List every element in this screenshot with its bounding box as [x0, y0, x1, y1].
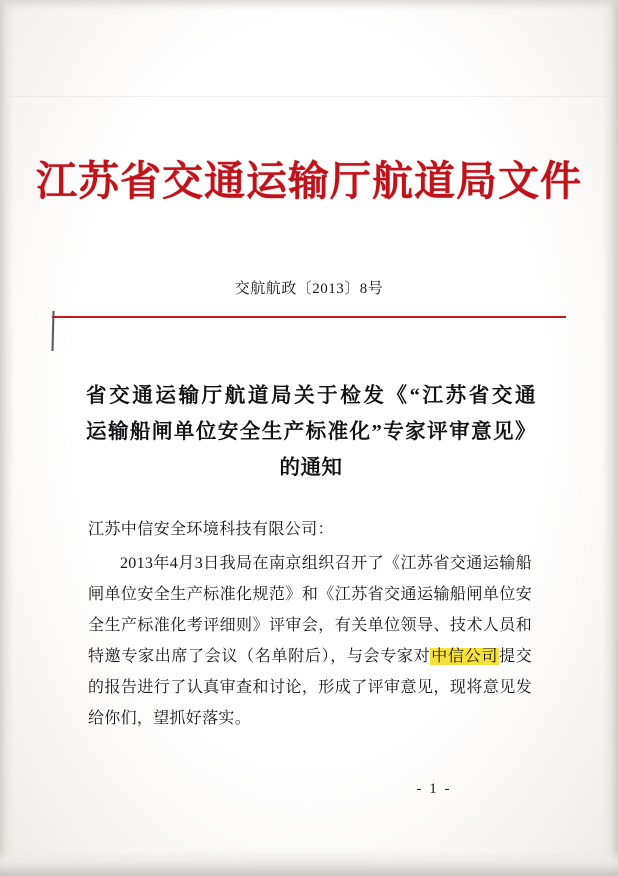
body-part-1: 2013年4月3日我局在南京组织召开了《江苏省交通运输船闸单位安全生产标准化规范》和《江苏省交通运输船闸单位安全生产标准化考评细则》评审会，有关单位领导、技术人员和特邀专家出席了会议（名单附后），与会专家对	[88, 555, 532, 665]
subject-line-3: 的通知	[279, 457, 343, 479]
page-number	[0, 781, 618, 798]
document-body	[88, 548, 532, 734]
document-title: 江苏省交通运输厅航道局文件	[36, 158, 582, 204]
highlighted-company-name: 中信公司	[431, 648, 499, 665]
recipient-line: 江苏中信安全环境科技有限公司：	[88, 521, 335, 538]
document-number: 交航航政〔2013〕8号	[234, 281, 384, 297]
scan-edge-right	[602, 0, 618, 876]
subject-line-2: 运输船闸单位安全生产标准化”专家评审意见》	[86, 421, 536, 443]
subject-line-1: 省交通运输厅航道局关于检发《“江苏省交通	[86, 385, 536, 407]
scan-edge-top	[0, 0, 618, 10]
red-horizontal-rule	[52, 316, 566, 318]
page-number-value: - 1 -	[416, 781, 452, 797]
document-subject	[86, 378, 536, 486]
scan-edge-left	[0, 0, 14, 876]
scan-edge-bottom	[0, 850, 618, 876]
body-part-2: 提交的报告进行了认真审查和讨论，形成了评审意见，现将意见发给你们，望抓好落实。	[88, 648, 532, 727]
